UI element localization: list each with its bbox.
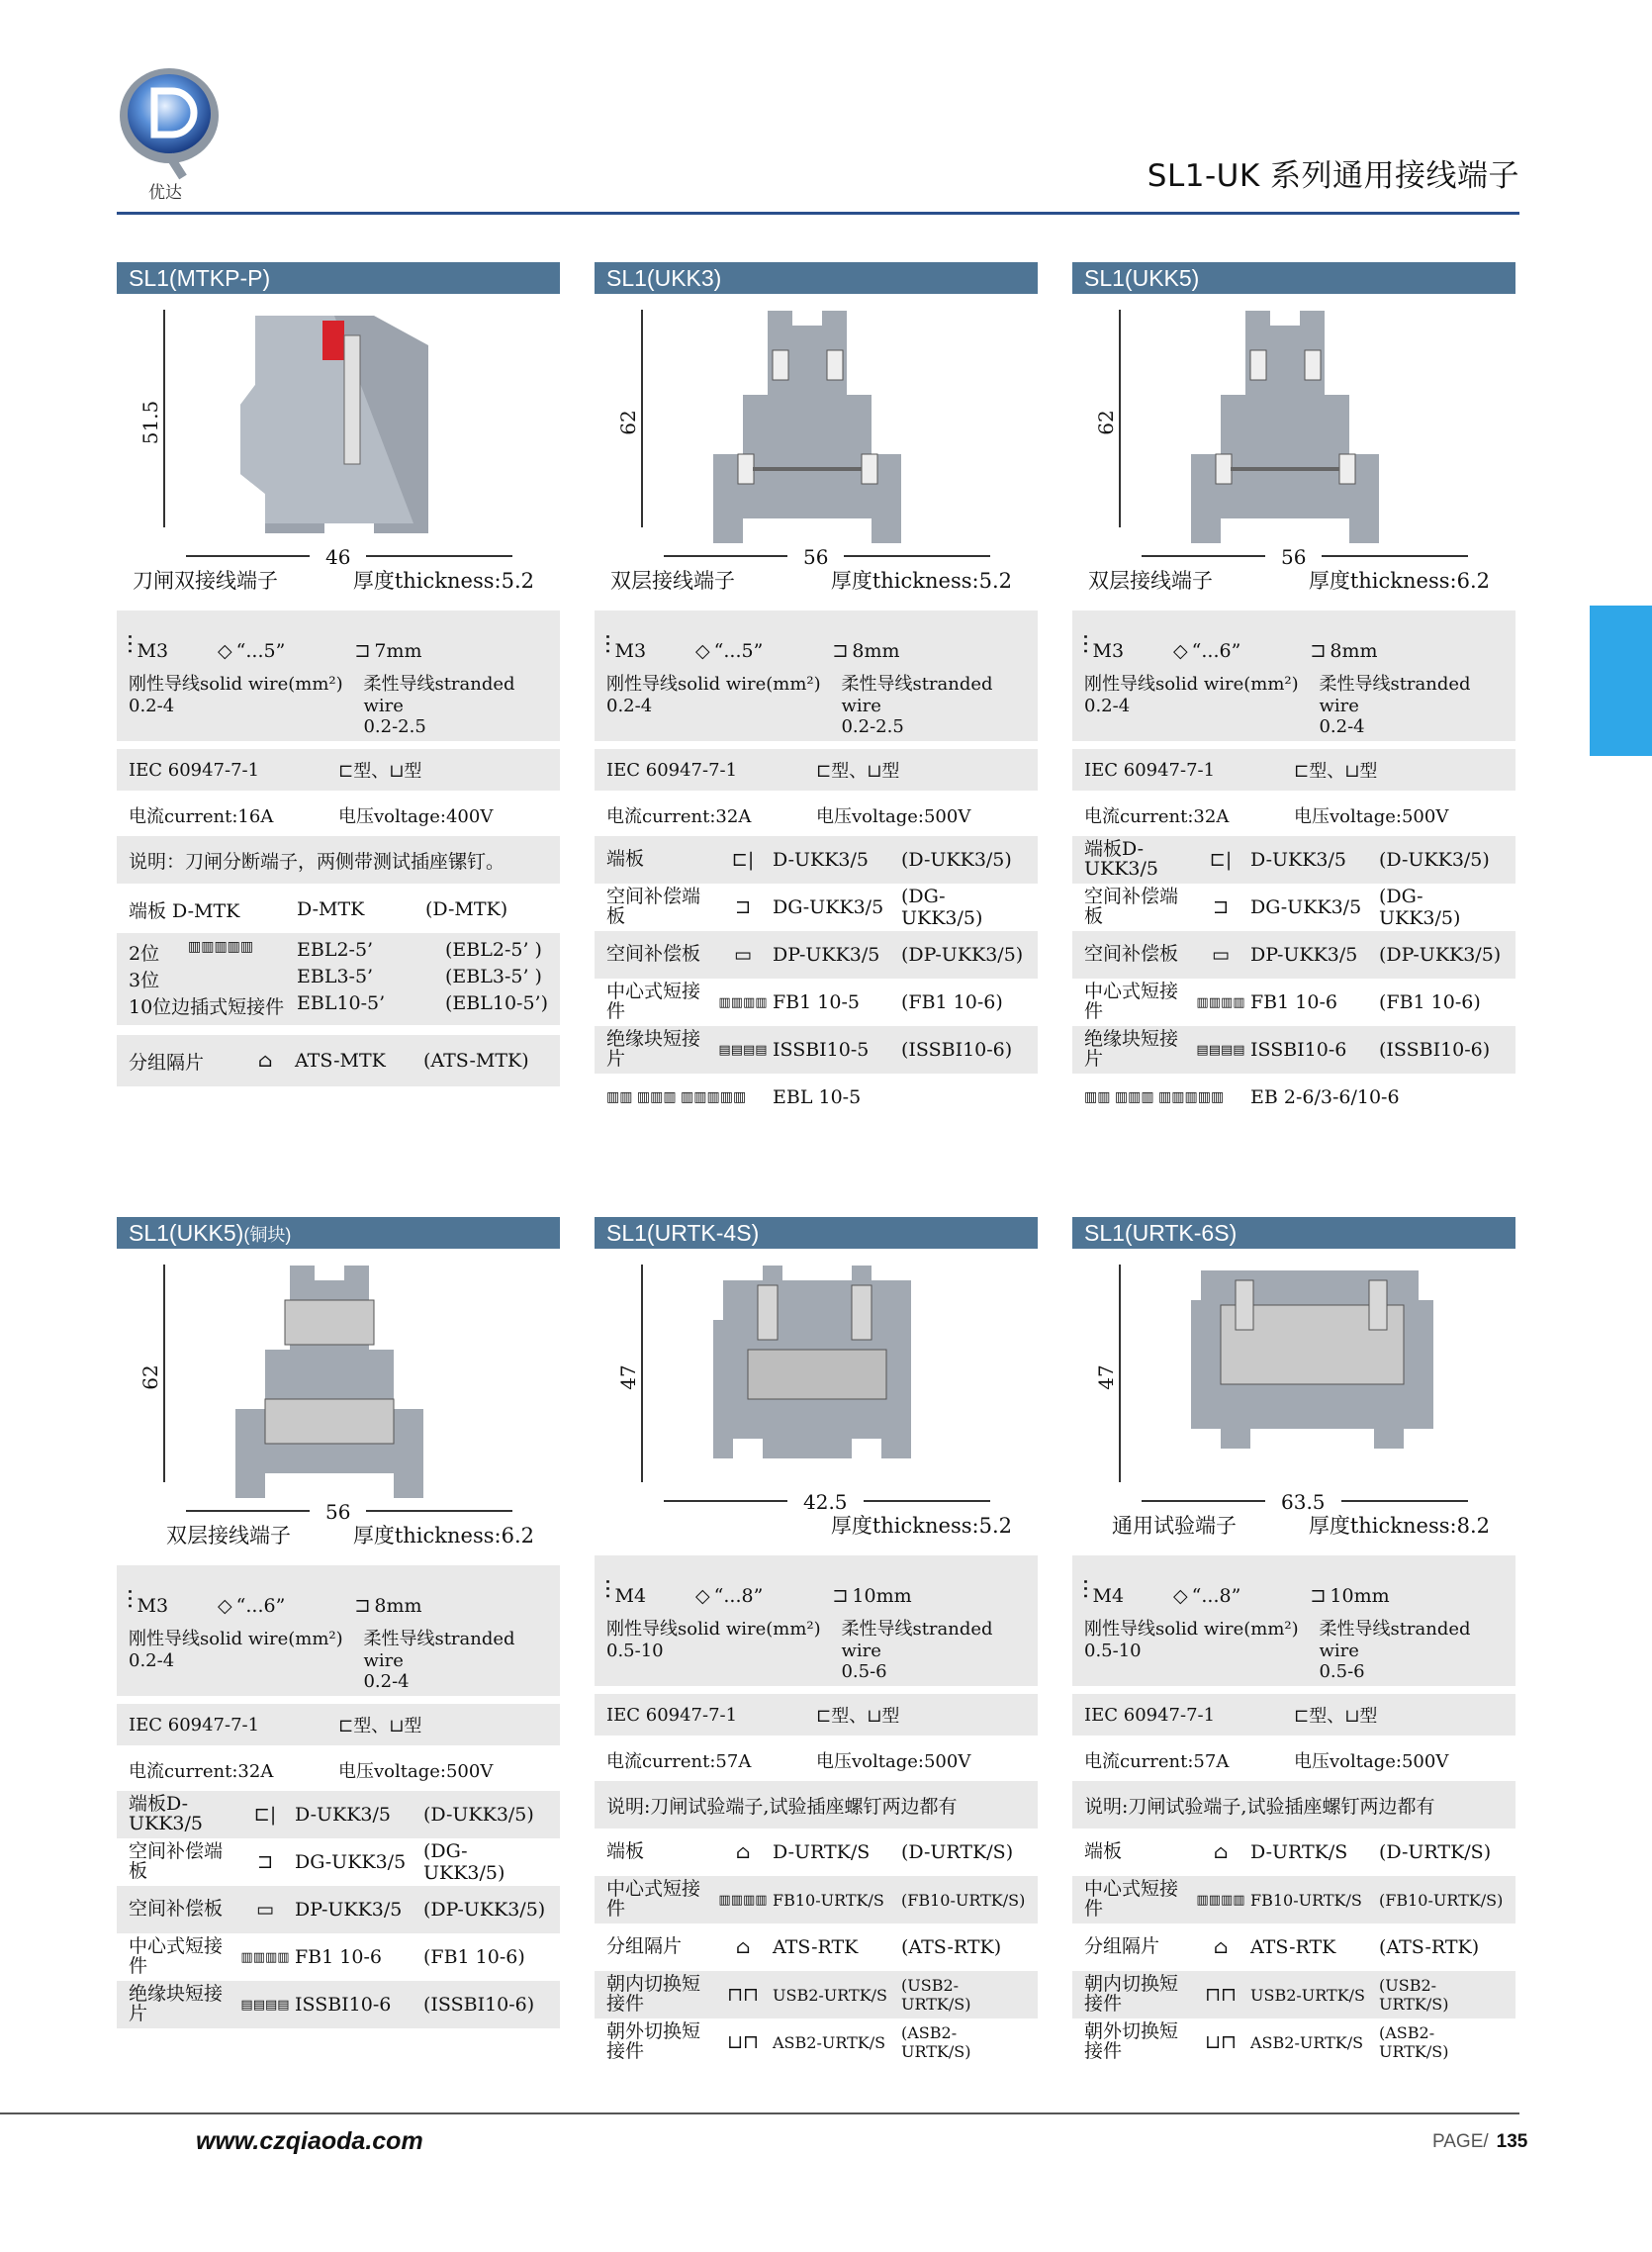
product-image	[703, 1261, 931, 1468]
screwdriver-size: “...6”	[1191, 640, 1241, 662]
product-figure	[117, 1249, 560, 1524]
screwdriver-size: “...5”	[713, 640, 764, 662]
thickness: 厚度thickness:5.2	[830, 1514, 1012, 1538]
product-panel-urtk-6s	[1072, 1217, 1515, 2066]
strip-length-icon: ⊐	[1310, 1585, 1327, 1607]
bridge-icon: ▥▥▥▥	[1196, 994, 1245, 1010]
screwdriver-icon: ◇	[1173, 1585, 1188, 1607]
iec-standard: IEC 60947-7-1	[1084, 1704, 1216, 1726]
thickness: 厚度thickness:5.2	[830, 569, 1012, 593]
screw-size: M3	[137, 1595, 169, 1617]
separator-icon: ⌂	[257, 1050, 273, 1072]
height-dimension: 47	[616, 1364, 640, 1390]
endplate-icon: ⊐	[1212, 896, 1230, 918]
wire-row	[1072, 666, 1515, 741]
bridge-block	[117, 933, 560, 1025]
screwdriver-icon: ◇	[695, 640, 710, 662]
panel-header: SL1(URTK-4S)	[595, 1217, 1038, 1249]
product-panel-ukk5-copper	[117, 1217, 560, 2028]
thickness: 厚度thickness:5.2	[352, 569, 534, 593]
screw-size: M3	[614, 640, 647, 662]
wire-row	[1072, 1611, 1515, 1686]
height-dimension: 62	[616, 410, 640, 435]
product-image	[226, 306, 433, 533]
icon-row	[117, 1565, 560, 1621]
stranded-wire-label: 柔性导线stranded wire	[841, 674, 993, 716]
acc-name: 端板 D-MTK	[129, 899, 240, 922]
bridge-icon: ▥▥▥▥▥	[188, 939, 254, 955]
solid-wire-label: 刚性导线solid wire(mm²)	[1084, 674, 1299, 695]
panel-header: SL1(UKK5)(铜块)	[117, 1217, 560, 1249]
solid-wire-value: 0.2-4	[1084, 696, 1131, 716]
spacer-icon: ▭	[734, 944, 752, 966]
acc-code: ATS-MTK	[295, 1050, 386, 1072]
product-panel-ukk3	[595, 262, 1038, 1121]
strip-length-icon: ⊐	[354, 640, 371, 662]
accessory-row: 端板 ⌂ D-URTK/S (D-URTK/S)	[1084, 1840, 1492, 1863]
solid-wire-label: 刚性导线solid wire(mm²)	[606, 674, 821, 695]
switch-bridge-icon: ⊓⊓	[1205, 1984, 1237, 2006]
accessory-row: 中心式短接件 ▥▥▥▥ FB10-URTK/S (FB10-URTK/S)	[595, 1876, 1038, 1924]
strip-length: 8mm	[852, 640, 900, 662]
panel-header: SL1(MTKP-P)	[117, 262, 560, 294]
bridge-icon: ▥▥ ▥▥▥ ▥▥▥▥▥	[606, 1089, 747, 1105]
page-number: PAGE/ 135	[1432, 2131, 1528, 2152]
accessory-row: 中心式短接件 ▥▥▥▥ FB1 10-5 (FB1 10-6)	[606, 981, 1003, 1022]
solid-wire-label: 刚性导线solid wire(mm²)	[129, 1629, 343, 1649]
rail-type: ⊏型、⊔型	[1294, 1706, 1378, 1727]
screw-size: M3	[1092, 640, 1125, 662]
screw-size: M4	[614, 1585, 647, 1607]
wire-row	[117, 1621, 560, 1696]
solid-wire-label: 刚性导线solid wire(mm²)	[129, 674, 343, 695]
endplate-row	[117, 886, 560, 933]
screw-icon: ⫶	[127, 1586, 134, 1616]
accessory-row: 中心式短接件 ▥▥▥▥ FB10-URTK/S (FB10-URTK/S)	[1072, 1876, 1515, 1924]
screw-icon: ⫶	[604, 1576, 611, 1606]
solid-wire-value: 0.2-4	[606, 696, 653, 716]
accessory-row: 中心式短接件 ▥▥▥▥ FB1 10-6 (FB1 10-6)	[129, 1935, 525, 1977]
accessory-row: 空间补偿端板 ⊐ DG-UKK3/5 (DG-UKK3/5)	[1084, 886, 1461, 929]
endplate-icon: ⊏|	[1209, 849, 1233, 871]
accessory-list	[1072, 1829, 1515, 2066]
spec-block	[595, 1555, 1038, 1686]
thickness: 厚度thickness:6.2	[1308, 569, 1490, 593]
bridge-icon: ▤▤▤▤	[718, 1042, 768, 1058]
accessory-row: ▥▥ ▥▥▥ ▥▥▥▥▥ EB 2-6/3-6/10-6	[1084, 1086, 1400, 1108]
spec-block	[1072, 610, 1515, 741]
product-figure	[1072, 1249, 1515, 1514]
solid-wire-value: 0.2-4	[129, 696, 175, 716]
screwdriver-size: “...8”	[1191, 1585, 1241, 1607]
standard-row	[595, 749, 1038, 791]
spec-block	[117, 1565, 560, 1696]
width-dimension: 42.5	[787, 1490, 864, 1514]
rail-type: ⊏型、⊔型	[816, 1706, 900, 1727]
note-row: 说明:刀闸试验端子,试验插座螺钉两边都有	[595, 1781, 1038, 1829]
screwdriver-size: “...5”	[235, 640, 286, 662]
strip-length-icon: ⊐	[1310, 640, 1327, 662]
iec-standard: IEC 60947-7-1	[606, 759, 738, 781]
product-figure	[595, 1249, 1038, 1514]
switch-bridge-icon: ⊔⊓	[727, 2031, 759, 2053]
product-figure	[595, 294, 1038, 569]
acc-code-alt: (ATS-MTK)	[423, 1050, 529, 1072]
current-rating: 电流current:57A	[1084, 1751, 1230, 1772]
spec-block	[117, 610, 560, 741]
accessory-row: 朝外切换短接件 ⊔⊓ ASB2-URTK/S (ASB2-URTK/S)	[1084, 2020, 1449, 2062]
accessory-list	[117, 1791, 560, 2028]
current-rating: 电流current:32A	[129, 1761, 274, 1782]
accessory-row: 端板 ⊏| D-UKK3/5 (D-UKK3/5)	[595, 836, 1038, 884]
iec-standard: IEC 60947-7-1	[129, 759, 260, 781]
width-dimension: 46	[310, 545, 366, 569]
strip-length: 7mm	[374, 640, 422, 662]
endplate-icon: ⊐	[256, 1851, 274, 1873]
rating-row	[1072, 795, 1515, 836]
icon-row	[1072, 610, 1515, 666]
accessory-row: 空间补偿端板 ⊐ DG-UKK3/5 (DG-UKK3/5)	[606, 886, 983, 929]
accessory-row: ▥▥ ▥▥▥ ▥▥▥▥▥ EBL 10-5	[606, 1086, 862, 1108]
stranded-wire-label: 柔性导线stranded wire	[1319, 674, 1471, 716]
height-dimension: 47	[1094, 1364, 1118, 1390]
footer-rule	[0, 2112, 1519, 2114]
screwdriver-size: “...6”	[235, 1595, 286, 1617]
accessory-row: 朝内切换短接件 ⊓⊓ USB2-URTK/S (USB2-URTK/S)	[1072, 1971, 1515, 2018]
bridge-icon: ▤▤▤▤	[1196, 1042, 1245, 1058]
rating-row	[595, 795, 1038, 836]
acc-code: D-MTK	[297, 898, 365, 920]
rail-type: ⊏型、⊔型	[338, 1716, 422, 1736]
screw-icon: ⫶	[1082, 631, 1089, 661]
bridge-icon: ▥▥▥▥	[718, 994, 768, 1010]
solid-wire-value: 0.2-4	[129, 1650, 175, 1671]
height-dimension-line	[641, 310, 643, 527]
stranded-wire-value: 0.2-4	[1319, 716, 1365, 737]
voltage-rating: 电压voltage:500V	[1294, 806, 1449, 827]
endplate-icon: ⊏|	[253, 1804, 277, 1826]
width-dimension: 56	[787, 545, 844, 569]
standard-row	[117, 1704, 560, 1745]
height-dimension-line	[163, 1265, 165, 1482]
accessory-row: 空间补偿板 ▭ DP-UKK3/5 (DP-UKK3/5)	[1072, 931, 1515, 979]
product-image	[703, 306, 911, 543]
stranded-wire-value: 0.2-4	[363, 1671, 410, 1692]
height-dimension-line	[641, 1265, 643, 1482]
solid-wire-value: 0.5-10	[1084, 1641, 1142, 1661]
product-panel-mtkp	[117, 262, 560, 1086]
strip-length: 10mm	[1330, 1585, 1390, 1607]
rail-type: ⊏型、⊔型	[816, 761, 900, 782]
iec-standard: IEC 60947-7-1	[1084, 759, 1216, 781]
spacer-icon: ▭	[256, 1899, 274, 1921]
wire-row	[595, 666, 1038, 741]
thickness: 厚度thickness:8.2	[1308, 1514, 1490, 1538]
width-dimension: 56	[310, 1500, 366, 1524]
endplate-icon: ⌂	[1213, 1841, 1229, 1863]
accessory-list	[1072, 836, 1515, 1121]
product-figure	[1072, 294, 1515, 569]
accessory-list	[595, 836, 1038, 1121]
product-caption: 刀闸双接线端子	[133, 569, 278, 593]
stranded-wire-label: 柔性导线stranded wire	[363, 674, 515, 716]
bridge-row-2: 2位 ▥▥▥▥▥ EBL2-5’ (EBL2-5’ )	[129, 939, 542, 965]
stranded-wire-value: 0.2-2.5	[363, 716, 426, 737]
product-image	[1181, 306, 1389, 543]
company-logo	[117, 61, 222, 203]
bridge-row-10: 10位边插式短接件 EBL10-5’ (EBL10-5’)	[129, 992, 548, 1018]
height-dimension: 62	[1094, 410, 1118, 435]
separator-icon: ⌂	[1213, 1936, 1229, 1958]
voltage-rating: 电压voltage:500V	[816, 806, 971, 827]
accessory-row: 分组隔片 ⌂ ATS-RTK (ATS-RTK)	[1084, 1935, 1480, 1958]
accessory-row: 空间补偿板 ▭ DP-UKK3/5 (DP-UKK3/5)	[595, 931, 1038, 979]
bridge-icon: ▥▥▥▥	[718, 1892, 768, 1908]
note-row: 说明:刀闸试验端子,试验插座螺钉两边都有	[1072, 1781, 1515, 1829]
spec-block	[1072, 1555, 1515, 1686]
product-caption: 双层接线端子	[610, 569, 735, 593]
current-rating: 电流current:16A	[129, 806, 274, 827]
standard-row	[117, 749, 560, 791]
website-link[interactable]: www.czqiaoda.com	[196, 2127, 423, 2155]
rating-row	[117, 795, 560, 836]
product-image	[226, 1261, 433, 1498]
screwdriver-icon: ◇	[1173, 640, 1188, 662]
strip-length-icon: ⊐	[832, 1585, 849, 1607]
height-dimension: 62	[138, 1364, 162, 1390]
voltage-rating: 电压voltage:500V	[338, 1761, 494, 1782]
accessory-row: 绝缘块短接片 ▤▤▤▤ ISSBI10-6 (ISSBI10-6)	[117, 1981, 560, 2028]
standard-row	[1072, 1694, 1515, 1736]
strip-length: 8mm	[374, 1595, 422, 1617]
bridge-icon: ▥▥▥▥	[240, 1949, 290, 1965]
endplate-icon: ⊏|	[731, 849, 755, 871]
icon-row	[595, 1555, 1038, 1611]
rail-type: ⊏型、⊔型	[1294, 761, 1378, 782]
stranded-wire-value: 0.5-6	[1319, 1661, 1365, 1682]
rating-row	[1072, 1739, 1515, 1781]
endplate-icon: ⌂	[735, 1841, 751, 1863]
accessory-row: 端板 ⌂ D-URTK/S (D-URTK/S)	[606, 1840, 1014, 1863]
bridge-icon: ▥▥ ▥▥▥ ▥▥▥▥▥	[1084, 1089, 1225, 1105]
side-tab	[1590, 606, 1652, 756]
accessory-row: 端板D-UKK3/5 ⊏| D-UKK3/5 (D-UKK3/5)	[117, 1791, 560, 1838]
stranded-wire-value: 0.5-6	[841, 1661, 887, 1682]
strip-length: 10mm	[852, 1585, 912, 1607]
logo-text: 优达	[148, 183, 182, 203]
strip-length-icon: ⊐	[832, 640, 849, 662]
accessory-row: 绝缘块短接片 ▤▤▤▤ ISSBI10-5 (ISSBI10-6)	[595, 1026, 1038, 1074]
spacer-icon: ▭	[1212, 944, 1230, 966]
acc-name: 分组隔片	[129, 1051, 205, 1074]
voltage-rating: 电压voltage:500V	[1294, 1751, 1449, 1772]
panel-header: SL1(URTK-6S)	[1072, 1217, 1515, 1249]
stranded-wire-label: 柔性导线stranded wire	[363, 1629, 515, 1671]
spec-block	[595, 610, 1038, 741]
accessory-row: 绝缘块短接片 ▤▤▤▤ ISSBI10-6 (ISSBI10-6)	[1072, 1026, 1515, 1074]
screw-icon: ⫶	[604, 631, 611, 661]
voltage-rating: 电压voltage:500V	[816, 1751, 971, 1772]
current-rating: 电流current:57A	[606, 1751, 752, 1772]
title-rule	[117, 212, 1519, 215]
product-caption: 双层接线端子	[166, 1524, 291, 1548]
height-dimension: 51.5	[138, 400, 162, 445]
iec-standard: IEC 60947-7-1	[606, 1704, 738, 1726]
screw-icon: ⫶	[1082, 1576, 1089, 1606]
acc-code-alt: (D-MTK)	[425, 898, 508, 920]
screw-size: M3	[137, 640, 169, 662]
screwdriver-icon: ◇	[218, 640, 232, 662]
accessory-row: 空间补偿端板 ⊐ DG-UKK3/5 (DG-UKK3/5)	[129, 1840, 505, 1884]
wire-row	[595, 1611, 1038, 1686]
icon-row	[117, 610, 560, 666]
icon-row	[1072, 1555, 1515, 1611]
rail-type: ⊏型、⊔型	[338, 761, 422, 782]
accessory-row: 端板D-UKK3/5 ⊏| D-UKK3/5 (D-UKK3/5)	[1072, 836, 1515, 884]
width-dimension: 56	[1265, 545, 1322, 569]
panel-header: SL1(UKK5)	[1072, 262, 1515, 294]
width-dimension: 63.5	[1265, 1490, 1341, 1514]
stranded-wire-label: 柔性导线stranded wire	[841, 1619, 993, 1661]
separator-icon: ⌂	[735, 1936, 751, 1958]
stranded-wire-value: 0.2-2.5	[841, 716, 904, 737]
accessory-row: 空间补偿板 ▭ DP-UKK3/5 (DP-UKK3/5)	[117, 1886, 560, 1933]
iec-standard: IEC 60947-7-1	[129, 1714, 260, 1736]
product-caption: 通用试验端子	[1112, 1514, 1237, 1538]
wire-row	[117, 666, 560, 741]
current-rating: 电流current:32A	[1084, 806, 1230, 827]
screw-icon: ⫶	[127, 631, 134, 661]
bridge-icon: ▥▥▥▥	[1196, 1892, 1245, 1908]
panel-header: SL1(UKK3)	[595, 262, 1038, 294]
thickness: 厚度thickness:6.2	[352, 1524, 534, 1548]
screwdriver-icon: ◇	[218, 1595, 232, 1617]
height-dimension-line	[163, 310, 165, 527]
product-caption: 双层接线端子	[1088, 569, 1213, 593]
accessory-row: 中心式短接件 ▥▥▥▥ FB1 10-6 (FB1 10-6)	[1084, 981, 1481, 1022]
screwdriver-icon: ◇	[695, 1585, 710, 1607]
rating-row	[595, 1739, 1038, 1781]
voltage-rating: 电压voltage:400V	[338, 806, 494, 827]
separator-row	[117, 1035, 560, 1086]
switch-bridge-icon: ⊔⊓	[1205, 2031, 1237, 2053]
rating-row	[117, 1749, 560, 1791]
height-dimension-line	[1119, 1265, 1121, 1482]
icon-row	[595, 610, 1038, 666]
accessory-row: 朝外切换短接件 ⊔⊓ ASB2-URTK/S (ASB2-URTK/S)	[606, 2020, 971, 2062]
product-panel-ukk5	[1072, 262, 1515, 1121]
product-panel-urtk-4s	[595, 1217, 1038, 2066]
accessory-row: 分组隔片 ⌂ ATS-RTK (ATS-RTK)	[606, 1935, 1002, 1958]
standard-row	[1072, 749, 1515, 791]
strip-length-icon: ⊐	[354, 1595, 371, 1617]
page-title: SL1-UK 系列通用接线端子	[1147, 158, 1519, 194]
stranded-wire-label: 柔性导线stranded wire	[1319, 1619, 1471, 1661]
screwdriver-size: “...8”	[713, 1585, 764, 1607]
bridge-row-3: 3位 EBL3-5’ (EBL3-5’ )	[129, 966, 542, 991]
switch-bridge-icon: ⊓⊓	[727, 1984, 759, 2006]
height-dimension-line	[1119, 310, 1121, 527]
solid-wire-value: 0.5-10	[606, 1641, 664, 1661]
accessory-row: 朝内切换短接件 ⊓⊓ USB2-URTK/S (USB2-URTK/S)	[595, 1971, 1038, 2018]
endplate-icon: ⊐	[734, 896, 752, 918]
note-row: 说明：刀闸分断端子，两侧带测试插座镙钉。	[117, 836, 560, 884]
accessory-list	[595, 1829, 1038, 2066]
strip-length: 8mm	[1330, 640, 1378, 662]
bridge-icon: ▤▤▤▤	[240, 1997, 290, 2013]
solid-wire-label: 刚性导线solid wire(mm²)	[1084, 1619, 1299, 1640]
screw-size: M4	[1092, 1585, 1125, 1607]
standard-row	[595, 1694, 1038, 1736]
solid-wire-label: 刚性导线solid wire(mm²)	[606, 1619, 821, 1640]
current-rating: 电流current:32A	[606, 806, 752, 827]
product-figure	[117, 294, 560, 569]
product-image	[1181, 1261, 1438, 1458]
